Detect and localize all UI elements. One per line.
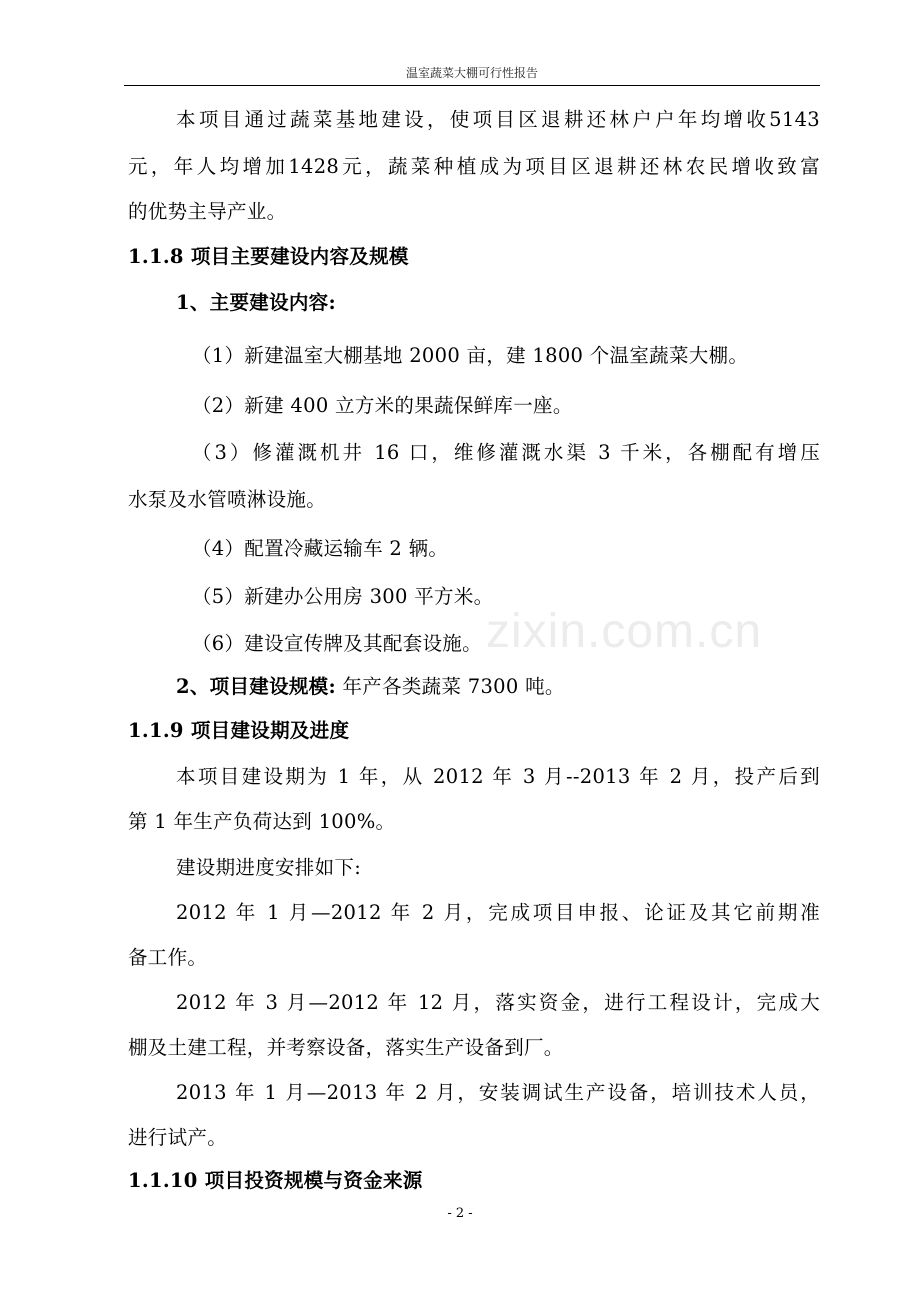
- list-item: （5）新建办公用房 300 平方米。: [192, 585, 494, 608]
- paragraph-line: 2013 年 1 月—2013 年 2 月，安装调试生产设备，培训技术人员，: [176, 1081, 820, 1104]
- list-item: （2）新建 400 立方米的果蔬保鲜库一座。: [192, 394, 573, 417]
- paragraph-line: 棚及土建工程，并考察设备，落实生产设备到厂。: [128, 1036, 564, 1059]
- list-item: （4）配置冷藏运输车 2 辆。: [192, 537, 449, 560]
- paragraph-line: 2012 年 1 月—2012 年 2 月，完成项目申报、论证及其它前期准: [176, 901, 820, 924]
- subheading-main-content: 1、主要建设内容:: [176, 291, 336, 314]
- running-header: [124, 64, 820, 86]
- paragraph-line: 进行试产。: [128, 1126, 228, 1149]
- paragraph-line: 2012 年 3 月—2012 年 12 月，落实资金，进行工程设计，完成大: [176, 991, 820, 1014]
- section-heading-1-1-8: 1.1.8 项目主要建设内容及规模: [128, 245, 409, 268]
- paragraph-line: 本项目建设期为 1 年，从 2012 年 3 月--2013 年 2 月，投产后到: [176, 765, 820, 788]
- page-number: - 2 -: [447, 1206, 473, 1221]
- paragraph-line: 元，年人均增加1428元，蔬菜种植成为项目区退耕还林农民增收致富: [128, 155, 820, 178]
- watermark: zixin.com.cn: [486, 605, 763, 658]
- construction-scale-text: 年产各类蔬菜 7300 吨。: [335, 675, 565, 698]
- list-item: （1）新建温室大棚基地 2000 亩，建 1800 个温室蔬菜大棚。: [192, 344, 749, 367]
- construction-scale-line: [176, 673, 820, 701]
- list-item: （3）修灌溉机井 16 口，维修灌溉水渠 3 千米，各棚配有增压: [192, 441, 820, 464]
- paragraph-line: 第 1 年生产负荷达到 100%。: [128, 810, 396, 833]
- list-item: （6）建设宣传牌及其配套设施。: [192, 632, 482, 655]
- subheading-construction-scale: 2、项目建设规模:: [176, 675, 336, 698]
- paragraph-line: 的优势主导产业。: [128, 200, 287, 223]
- paragraph-line: 建设期进度安排如下:: [176, 856, 362, 879]
- list-item-continuation: 水泵及水管喷淋设施。: [128, 488, 327, 511]
- section-heading-1-1-9: 1.1.9 项目建设期及进度: [128, 719, 350, 742]
- paragraph-line: 本项目通过蔬菜基地建设，使项目区退耕还林户户年均增收5143: [176, 108, 820, 131]
- paragraph-line: 备工作。: [128, 946, 208, 969]
- section-heading-1-1-10: 1.1.10 项目投资规模与资金来源: [128, 1169, 423, 1192]
- header-title: 温室蔬菜大棚可行性报告: [405, 66, 538, 80]
